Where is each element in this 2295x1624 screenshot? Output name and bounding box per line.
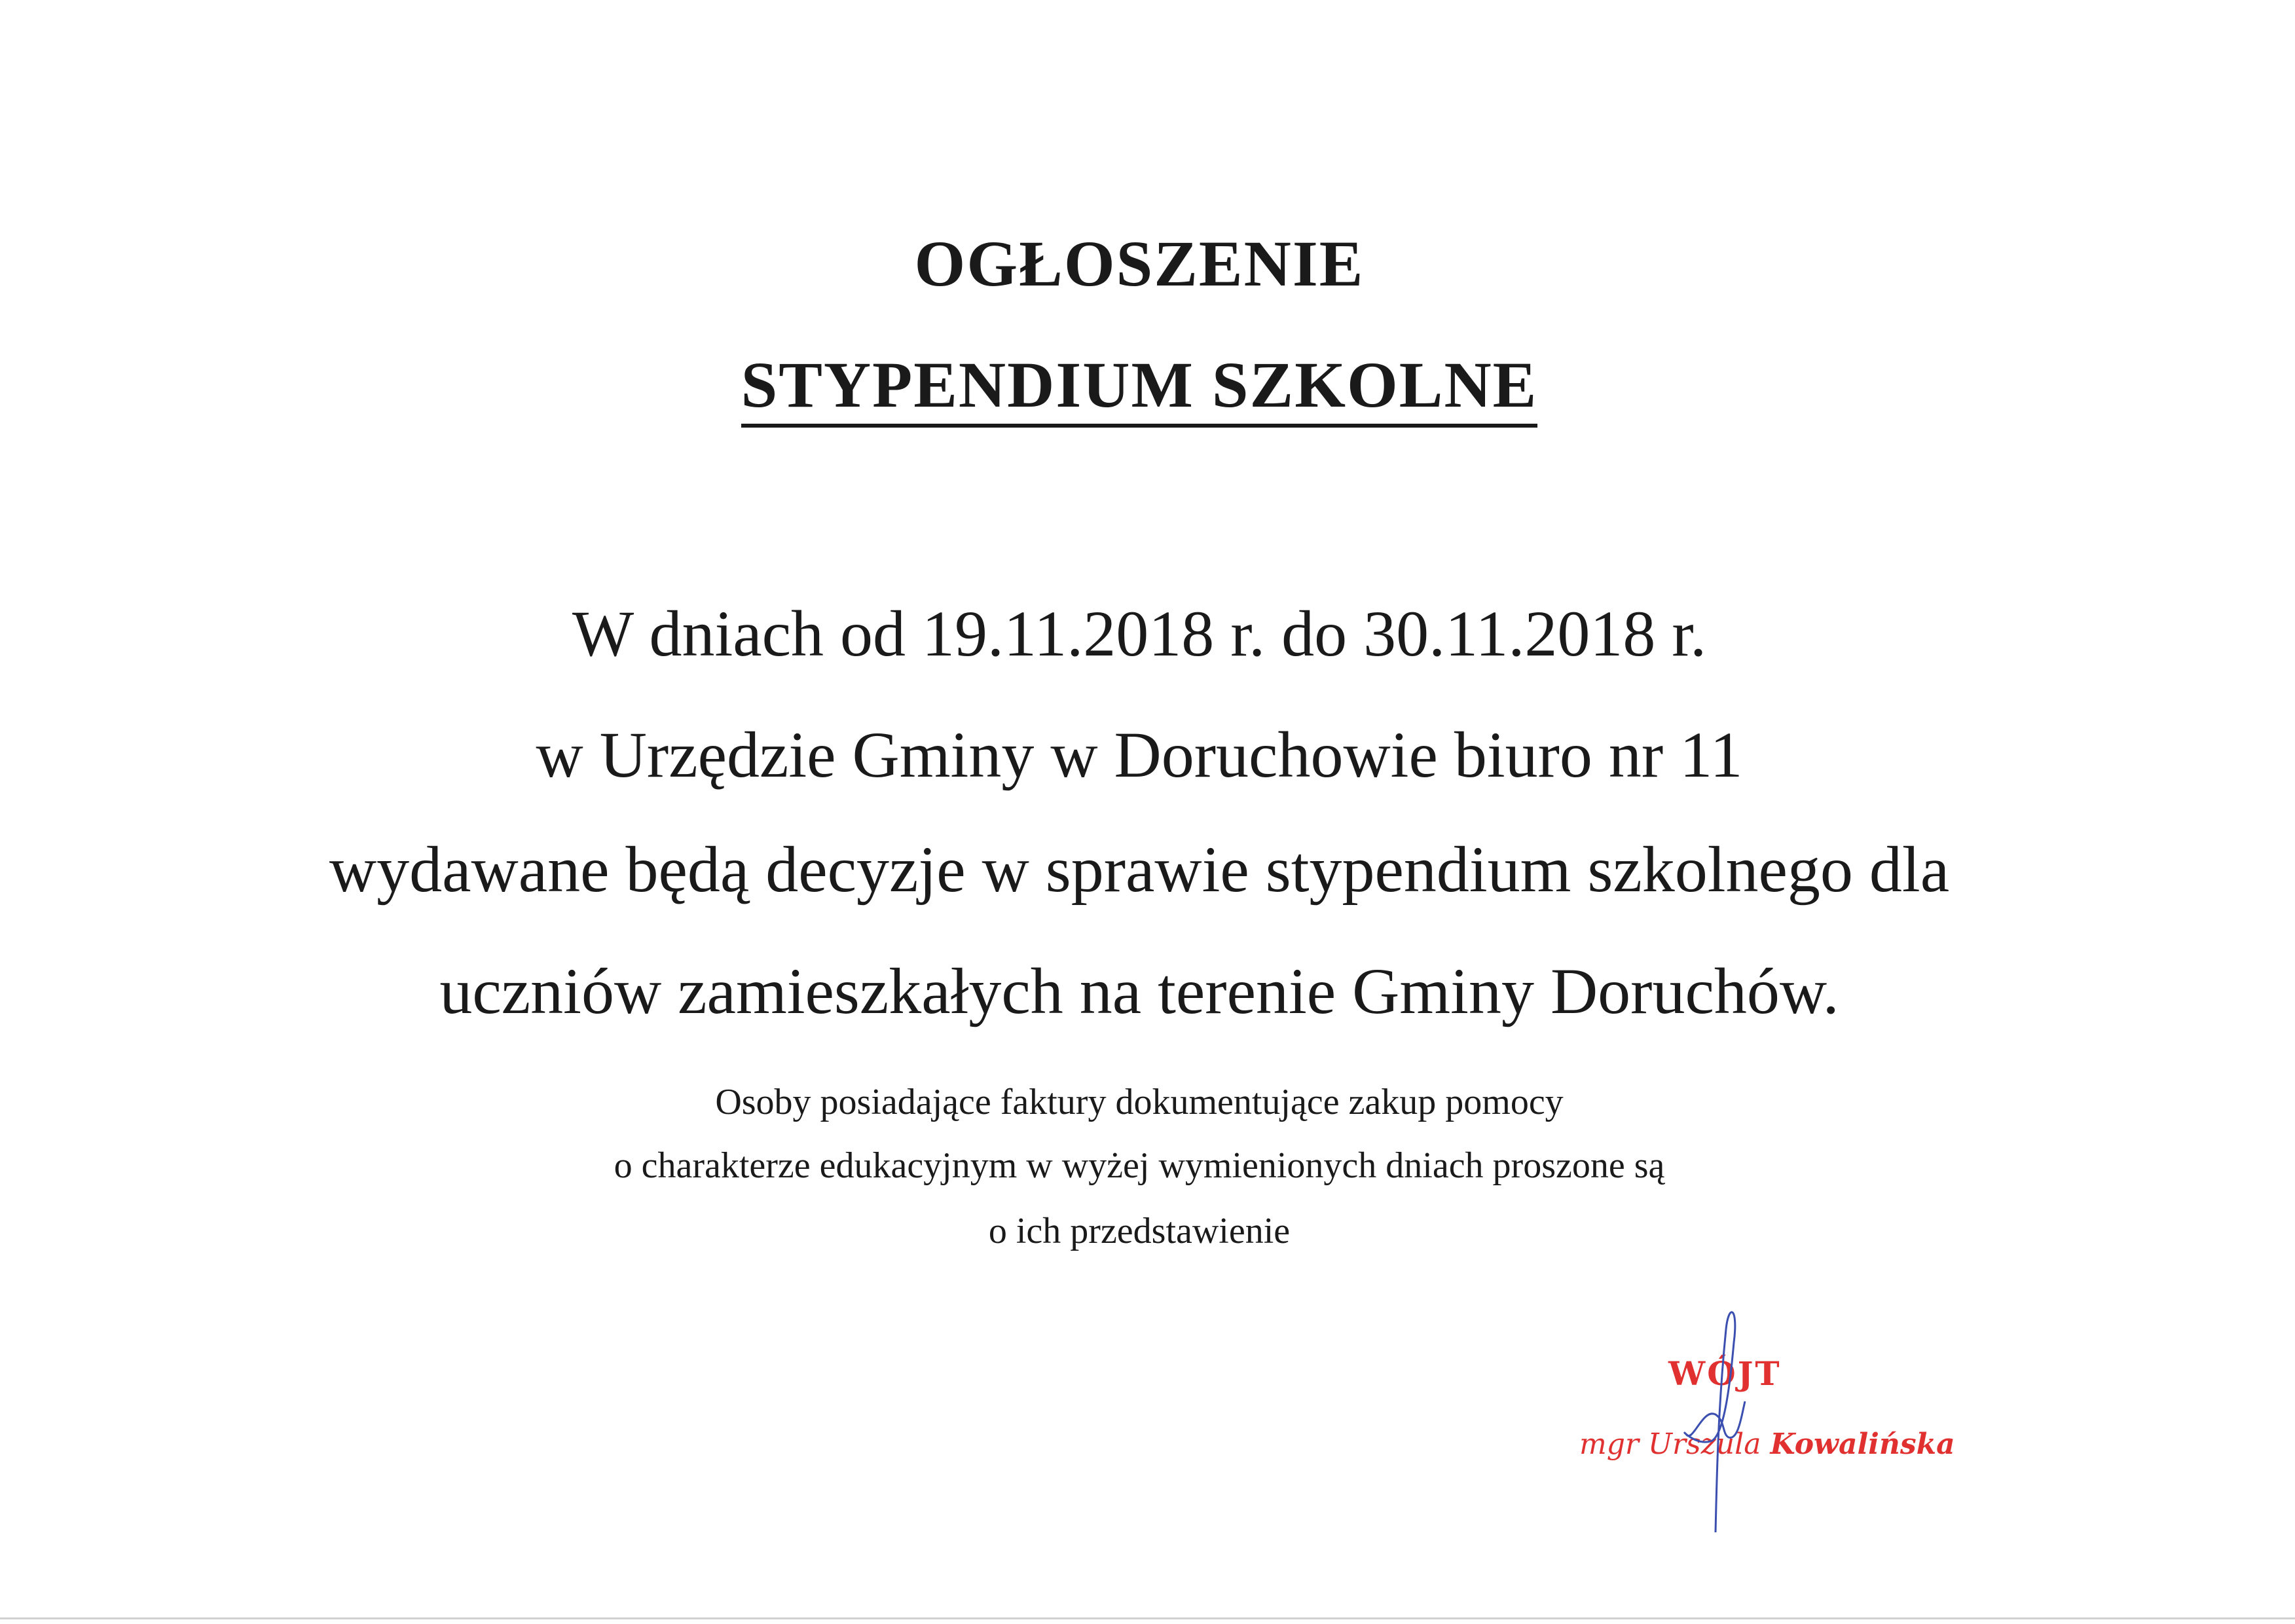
stamp-surname: Kowalińska bbox=[1770, 1428, 1955, 1461]
note-line: Osoby posiadające faktury dokumentujące zakup pomocy bbox=[715, 1082, 1564, 1122]
note-line: o ich przedstawienie bbox=[988, 1211, 1291, 1251]
stamp-office: WÓJT bbox=[1668, 1354, 1782, 1393]
stamp-name-prefix: mgr Urszula bbox=[1579, 1428, 1761, 1461]
body-line: W dniach od 19.11.2018 r. do 30.11.2018 r. bbox=[572, 597, 1707, 670]
page-edge bbox=[0, 1617, 2295, 1619]
signature bbox=[1676, 1303, 1781, 1539]
announcement-subtitle bbox=[0, 346, 2279, 424]
body-line: wydawane będą decyzje w sprawie stypendium szkolnego dla bbox=[329, 833, 1950, 906]
announcement-title: OGŁOSZENIE bbox=[914, 227, 1365, 300]
subtitle-text: STYPENDIUM SZKOLNE bbox=[741, 348, 1538, 428]
body-line: uczniów zamieszkałych na terenie Gminy Doruchów. bbox=[439, 955, 1839, 1027]
note-line: o charakterze edukacyjnym w wyżej wymienionych dniach proszone są bbox=[614, 1145, 1665, 1186]
body-line: w Urzędzie Gminy w Doruchowie biuro nr 11 bbox=[536, 718, 1743, 791]
